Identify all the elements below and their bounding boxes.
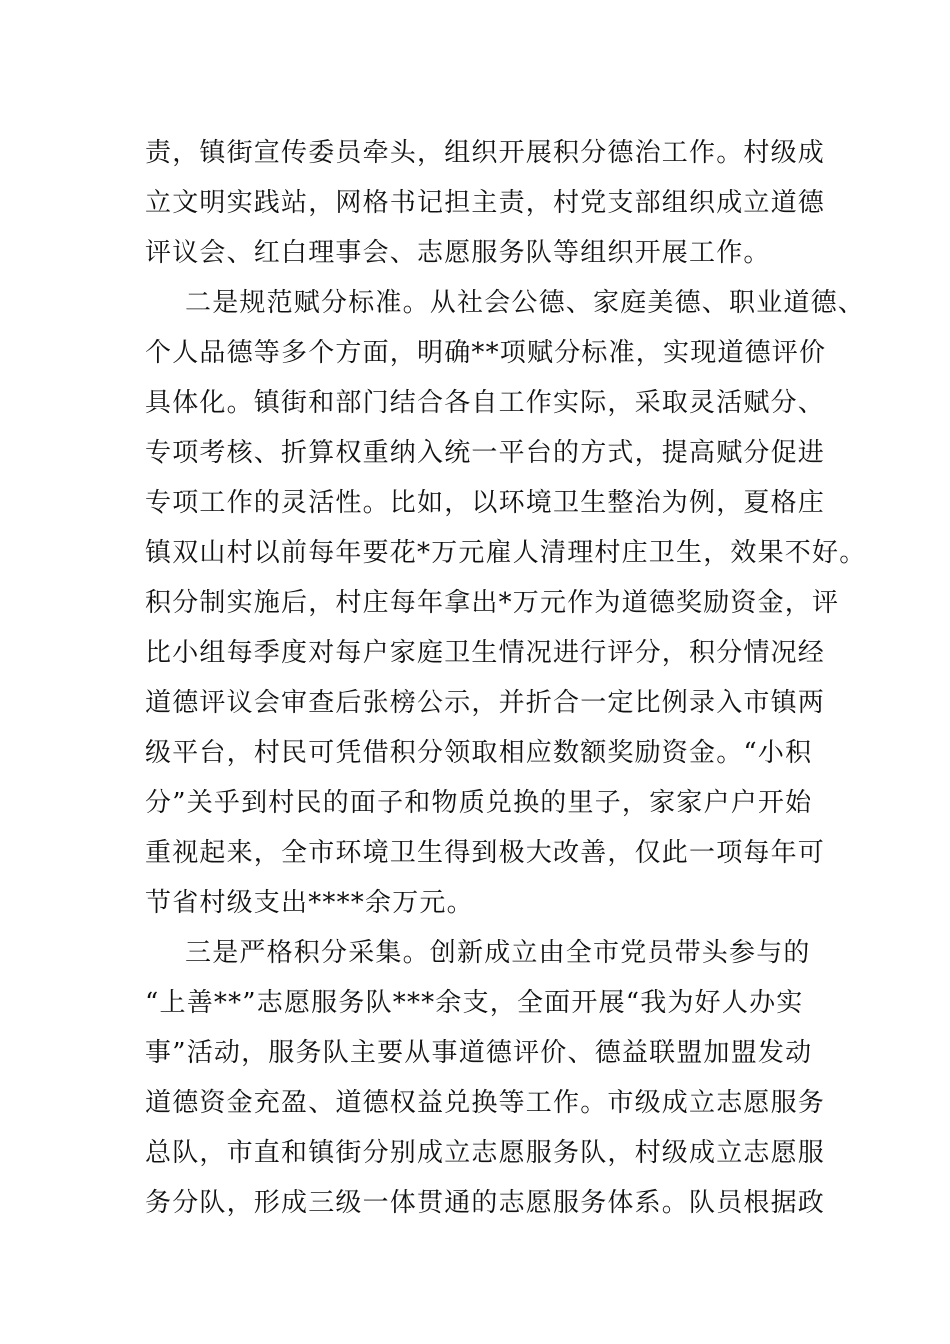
text-line: “上善**”志愿服务队***余支，全面开展“我为好人办实 <box>145 988 804 1018</box>
text-line: 责，镇街宣传委员牵头，组织开展积分德治工作。村级成 <box>145 138 826 168</box>
text-line: 总队，市直和镇街分别成立志愿服务队，村级成立志愿服 <box>145 1138 826 1168</box>
paragraph-start-line: 二是规范赋分标准。从社会公德、家庭美德、职业道德、 <box>185 288 866 318</box>
text-line: 节省村级支出****余万元。 <box>145 888 474 918</box>
text-line: 评议会、红白理事会、志愿服务队等组织开展工作。 <box>145 238 771 268</box>
text-line: 事”活动，服务队主要从事道德评价、德益联盟加盟发动 <box>145 1038 813 1068</box>
text-line: 务分队，形成三级一体贯通的志愿服务体系。队员根据政 <box>145 1188 826 1218</box>
text-line: 镇双山村以前每年要花*万元雇人清理村庄卫生，效果不好。 <box>145 538 867 568</box>
text-line: 专项工作的灵活性。比如，以环境卫生整治为例，夏格庄 <box>145 488 826 518</box>
text-line: 道德评议会审查后张榜公示，并折合一定比例录入市镇两 <box>145 688 826 718</box>
paragraph-start-line: 三是严格积分采集。创新成立由全市党员带头参与的 <box>185 938 811 968</box>
text-line: 级平台，村民可凭借积分领取相应数额奖励资金。“小积 <box>145 738 813 768</box>
text-line: 比小组每季度对每户家庭卫生情况进行评分，积分情况经 <box>145 638 826 668</box>
text-line: 重视起来，全市环境卫生得到极大改善，仅此一项每年可 <box>145 838 826 868</box>
text-line: 道德资金充盈、道德权益兑换等工作。市级成立志愿服务 <box>145 1088 826 1118</box>
text-line: 个人品德等多个方面，明确**项赋分标准，实现道德评价 <box>145 338 827 368</box>
text-line: 分”关乎到村民的面子和物质兑换的里子，家家户户开始 <box>145 788 813 818</box>
text-line: 专项考核、折算权重纳入统一平台的方式，提高赋分促进 <box>145 438 826 468</box>
text-line: 积分制实施后，村庄每年拿出*万元作为道德奖励资金，评 <box>145 588 840 618</box>
text-line: 立文明实践站，网格书记担主责，村党支部组织成立道德 <box>145 188 826 218</box>
text-line: 具体化。镇街和部门结合各自工作实际，采取灵活赋分、 <box>145 388 826 418</box>
